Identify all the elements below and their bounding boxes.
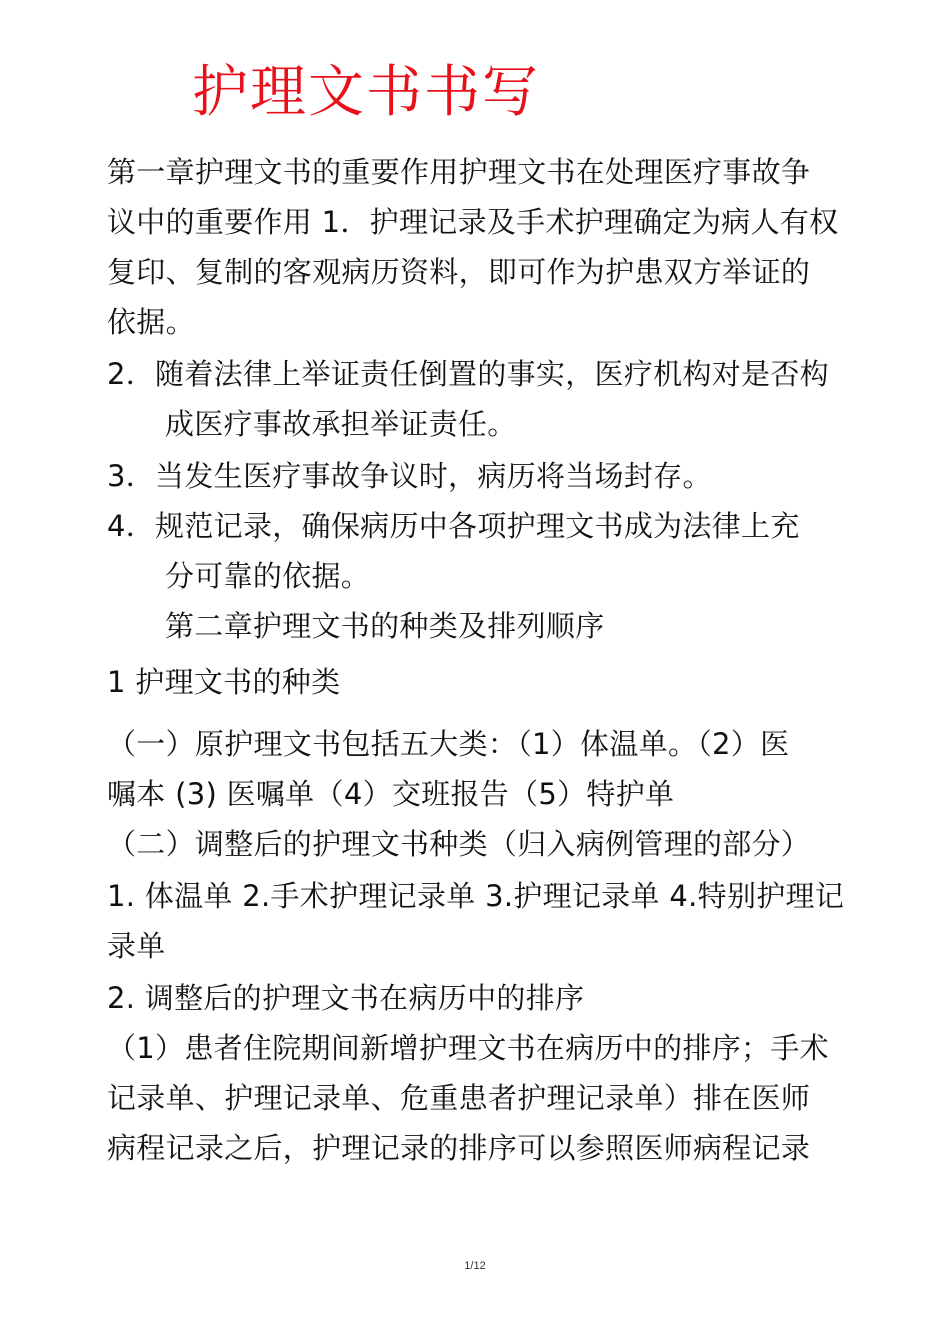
- paragraph-line: 复印、复制的客观病历资料，即可作为护患双方举证的: [107, 255, 811, 289]
- list-item: 4．规范记录，确保病历中各项护理文书成为法律上充: [107, 509, 800, 543]
- list-item-continuation: 分可靠的依据。: [165, 559, 371, 593]
- section-heading: 2. 调整后的护理文书在病历中的排序: [107, 981, 585, 1015]
- list-item-continuation: 成医疗事故承担举证责任。: [165, 407, 517, 441]
- document-title: 护理文书书写: [192, 60, 540, 125]
- paragraph-line: （一）原护理文书包括五大类：（1）体温单。（2）医: [107, 727, 790, 761]
- list-item: 3．当发生医疗事故争议时，病历将当场封存。: [107, 459, 712, 493]
- paragraph-line: 嘱本 (3) 医嘱单（4）交班报告（5）特护单: [107, 777, 675, 811]
- chapter-heading: 第二章护理文书的种类及排列顺序: [165, 609, 605, 643]
- paragraph-line: 病程记录之后，护理记录的排序可以参照医师病程记录: [107, 1131, 811, 1165]
- list-item: 2．随着法律上举证责任倒置的事实，医疗机构对是否构: [107, 357, 829, 391]
- paragraph-line: 录单: [107, 929, 166, 963]
- paragraph-line: （二）调整后的护理文书种类（归入病例管理的部分）: [107, 827, 811, 861]
- paragraph-line: 1. 体温单 2.手术护理记录单 3.护理记录单 4.特别护理记: [107, 879, 845, 913]
- section-heading: 1 护理文书的种类: [107, 665, 341, 699]
- paragraph-line: 第一章护理文书的重要作用护理文书在处理医疗事故争: [107, 155, 811, 189]
- paragraph-line: 依据。: [107, 305, 195, 339]
- page-number: 1/12: [464, 1260, 486, 1272]
- paragraph-line: 记录单、护理记录单、危重患者护理记录单）排在医师: [107, 1081, 811, 1115]
- paragraph-line: （1）患者住院期间新增护理文书在病历中的排序；手术: [107, 1031, 829, 1065]
- paragraph-line: 议中的重要作用 1．护理记录及手术护理确定为病人有权: [107, 205, 839, 239]
